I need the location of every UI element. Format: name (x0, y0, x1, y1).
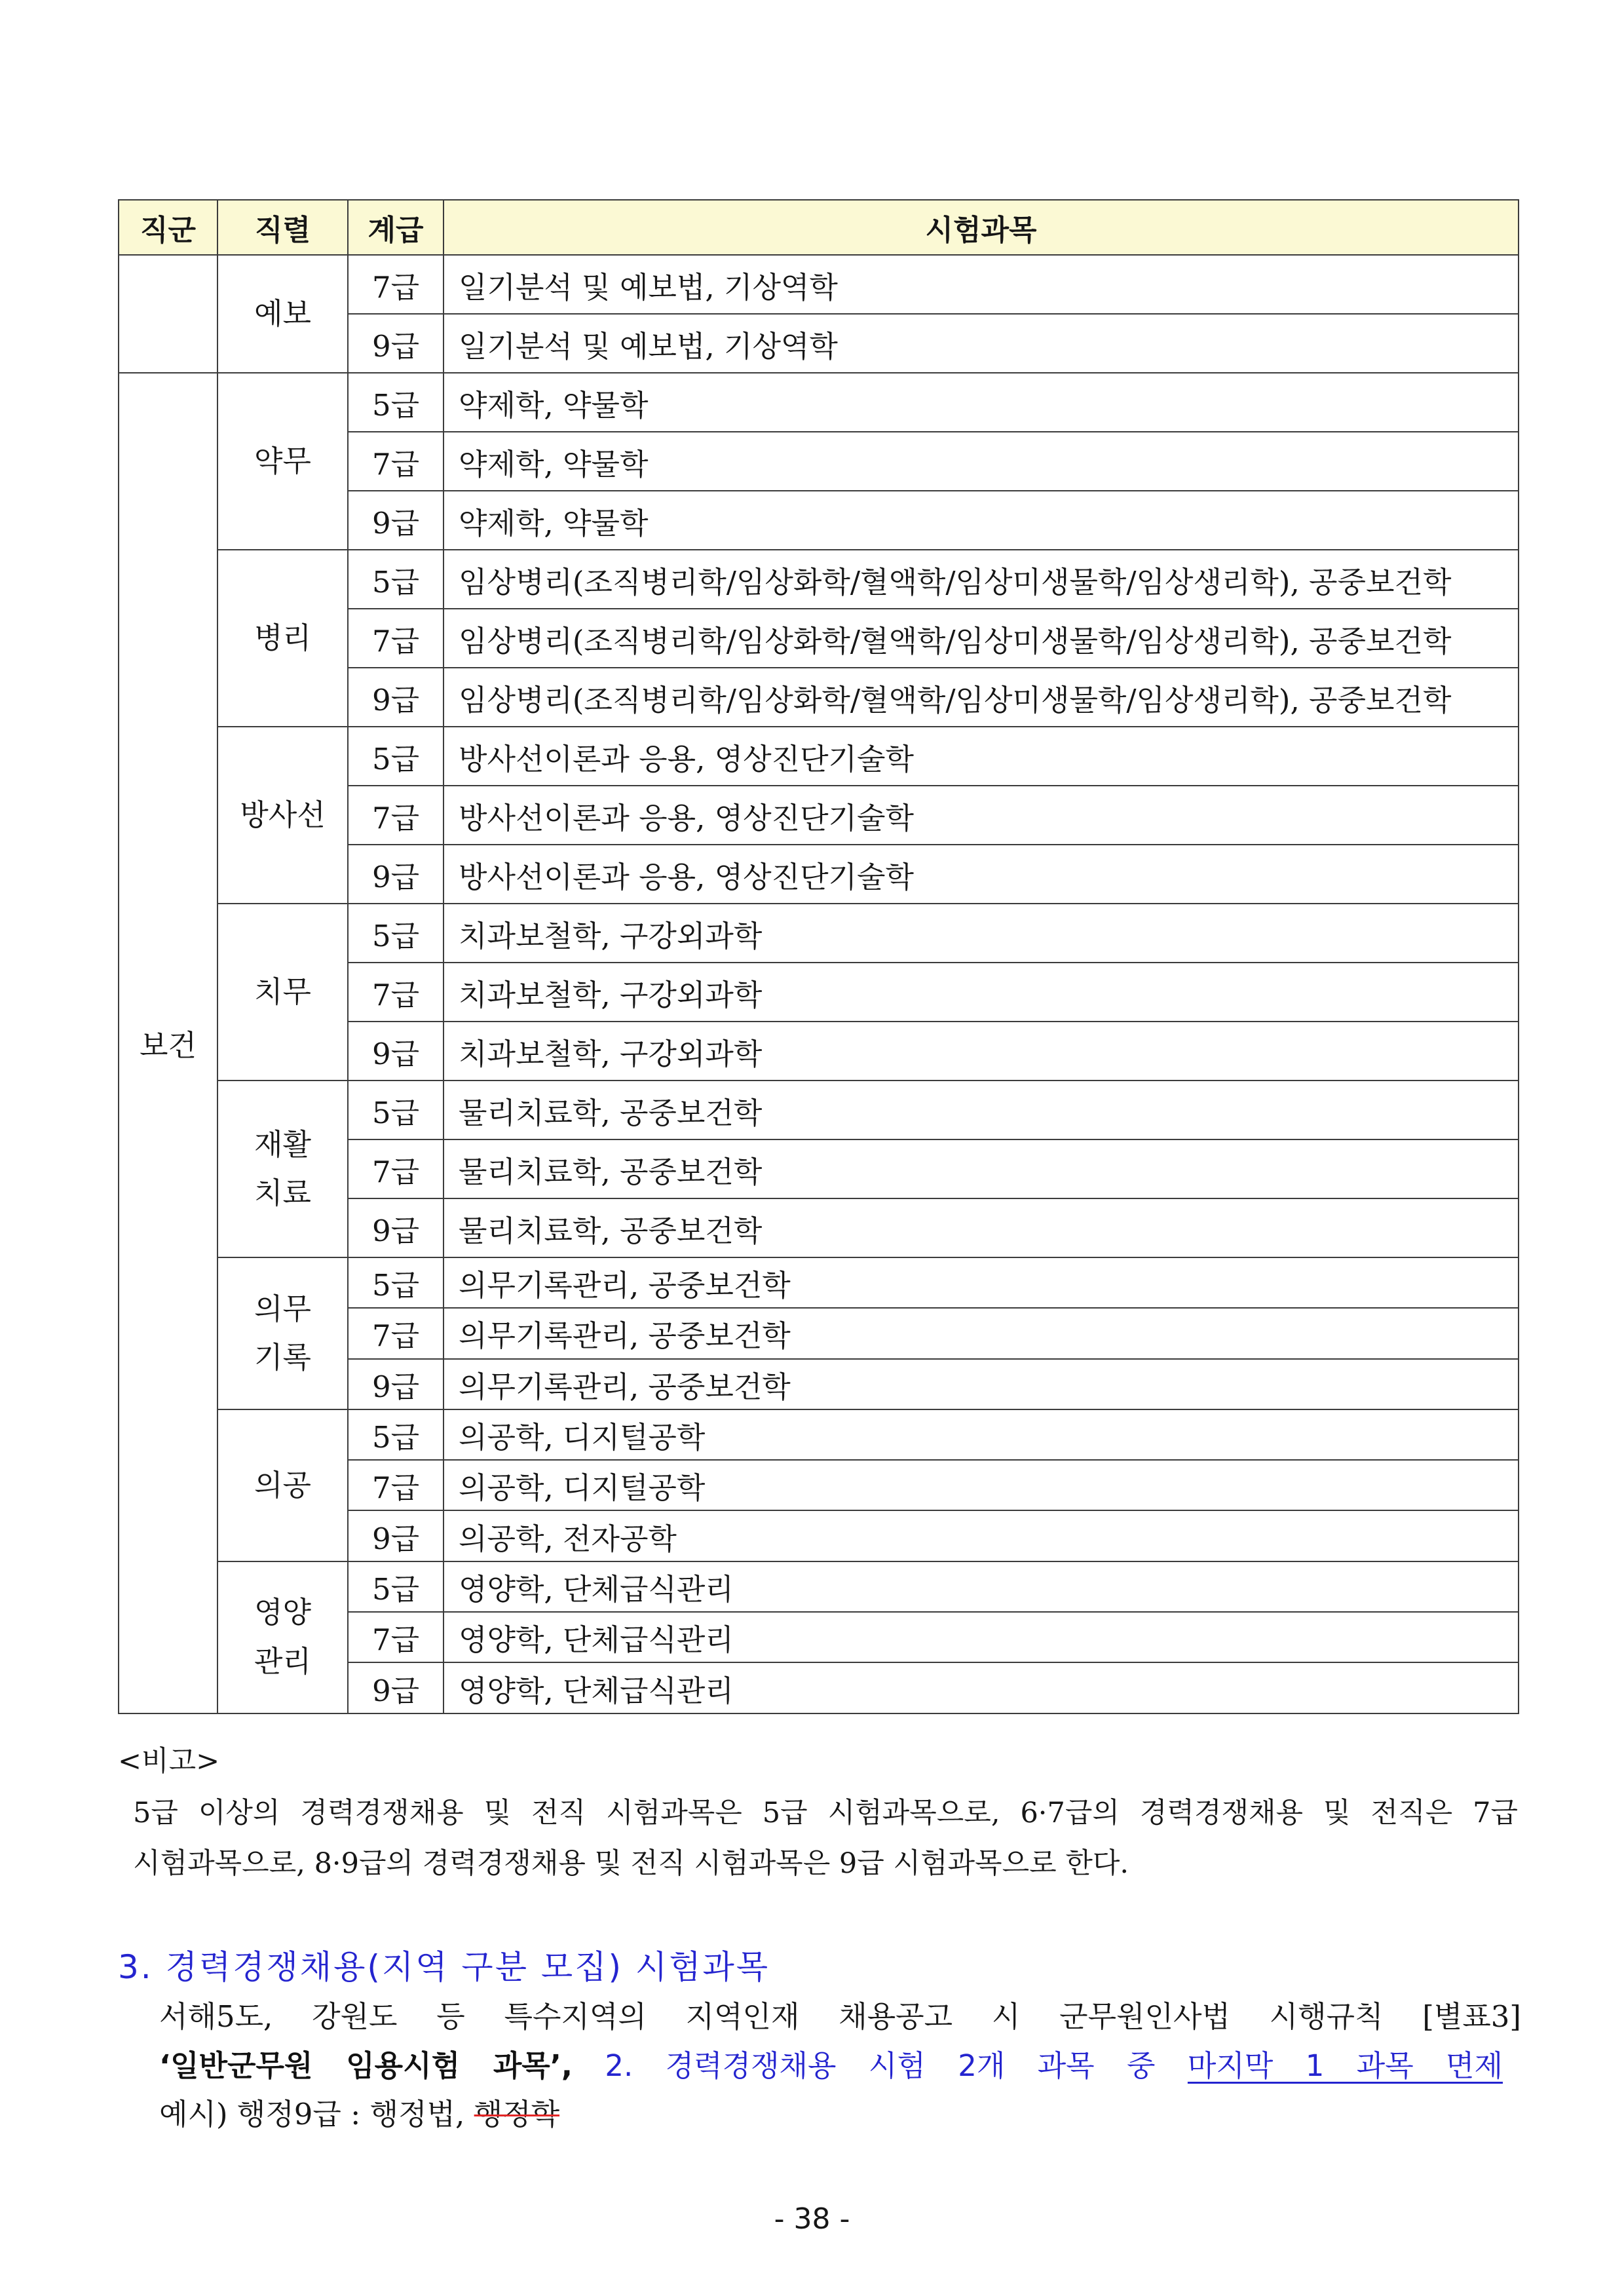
exam-subjects-cell: 임상병리(조직병리학/임상화학/혈액학/임상미생물학/임상생리학), 공중보건학 (444, 609, 1519, 668)
grade-cell: 7급 (348, 609, 444, 668)
grade-cell: 9급 (348, 314, 444, 373)
table-row (119, 1561, 1519, 1612)
job-series-cell (217, 1081, 348, 1257)
exam-subjects-cell: 방사선이론과 응용, 영상진단기술학 (444, 786, 1519, 845)
exam-subjects-cell: 약제학, 약물학 (444, 491, 1519, 550)
grade-cell: 7급 (348, 255, 444, 314)
exam-subjects-cell: 방사선이론과 응용, 영상진단기술학 (444, 727, 1519, 786)
table-header-exam-subjects: 시험과목 (444, 200, 1519, 255)
exam-subjects-cell: 의무기록관리, 공중보건학 (444, 1308, 1519, 1358)
grade-cell: 5급 (348, 1257, 444, 1308)
exam-subjects-cell: 임상병리(조직병리학/임상화학/혈액학/임상미생물학/임상생리학), 공중보건학 (444, 550, 1519, 609)
page-number: - 38 - (774, 2202, 850, 2236)
job-series-name: 치무 (254, 974, 311, 1009)
table-row (119, 1081, 1519, 1139)
grade-cell: 7급 (348, 1612, 444, 1662)
exam-subjects-cell: 영양학, 단체급식관리 (444, 1612, 1519, 1662)
exam-subjects-cell: 임상병리(조직병리학/임상화학/혈액학/임상미생물학/임상생리학), 공중보건학 (444, 668, 1519, 727)
grade-cell: 9급 (348, 1662, 444, 1713)
exam-subjects-cell: 방사선이론과 응용, 영상진단기술학 (444, 845, 1519, 904)
grade-cell: 9급 (348, 1359, 444, 1409)
table-header-row (119, 200, 1519, 255)
grade-cell: 5급 (348, 727, 444, 786)
grade-cell: 7급 (348, 1460, 444, 1510)
table-row (119, 904, 1519, 963)
job-series-cell (217, 1409, 348, 1561)
grade-cell: 9급 (348, 668, 444, 727)
grade-cell: 9급 (348, 491, 444, 550)
exam-subjects-cell: 물리치료학, 공중보건학 (444, 1139, 1519, 1198)
table-row (119, 255, 1519, 314)
table-header-grade: 계급 (348, 200, 444, 255)
note-line: 5급 이상의 경력경쟁채용 및 전직 시험과목은 5급 시험과목으로, 6·7급의 경력경쟁채용 및 전직은 7급 (133, 1797, 1518, 1829)
job-series-name: 방사선 (240, 797, 326, 832)
exam-subjects-cell: 의공학, 전자공학 (444, 1510, 1519, 1561)
exam-subjects-cell: 치과보철학, 구강외과학 (444, 963, 1519, 1022)
job-group-cell: 보건 (119, 373, 217, 1713)
job-series-name: 예보 (254, 296, 311, 331)
exam-subjects-cell: 일기분석 및 예보법, 기상역학 (444, 255, 1519, 314)
table-row (119, 1409, 1519, 1460)
table-header-job-group: 직군 (119, 200, 217, 255)
exam-subjects-cell: 영양학, 단체급식관리 (444, 1662, 1519, 1713)
job-series-cell (217, 1561, 348, 1713)
grade-cell: 7급 (348, 432, 444, 491)
job-series-name: 치료 (254, 1176, 311, 1210)
exemption-highlight: 마지막 1 과목 면제 (1187, 2048, 1503, 2083)
grade-cell: 7급 (348, 963, 444, 1022)
exam-subjects-cell: 의공학, 디지털공학 (444, 1409, 1519, 1460)
exam-subjects-cell: 물리치료학, 공중보건학 (444, 1198, 1519, 1257)
exam-subjects-cell: 의공학, 디지털공학 (444, 1460, 1519, 1510)
job-series-cell (217, 904, 348, 1081)
table-row (119, 1257, 1519, 1308)
exam-subjects-cell: 약제학, 약물학 (444, 432, 1519, 491)
struck-subject: 행정학 (474, 2097, 560, 2132)
table-row (119, 727, 1519, 786)
grade-cell: 9급 (348, 1022, 444, 1081)
section-body-line: 서해5도, 강원도 등 특수지역의 지역인재 채용공고 시 군무원인사법 시행규칙 [별표3] (159, 1999, 1521, 2034)
exam-subjects-cell: 약제학, 약물학 (444, 373, 1519, 432)
grade-cell: 7급 (348, 1139, 444, 1198)
grade-cell: 7급 (348, 1308, 444, 1358)
job-series-name: 병리 (254, 620, 311, 655)
job-series-name: 기록 (254, 1339, 311, 1375)
note-label: <비고> (118, 1745, 220, 1778)
exam-subjects-cell: 의무기록관리, 공중보건학 (444, 1257, 1519, 1308)
table-header-job-series: 직렬 (217, 200, 348, 255)
grade-cell: 5급 (348, 550, 444, 609)
grade-cell: 5급 (348, 373, 444, 432)
exam-subjects-cell: 치과보철학, 구강외과학 (444, 904, 1519, 963)
job-series-cell (217, 255, 348, 373)
example-line (159, 2092, 559, 2137)
job-series-name: 의무 (254, 1291, 311, 1326)
job-series-cell (217, 727, 348, 904)
job-series-name: 영양 (254, 1595, 311, 1630)
job-series-name: 약무 (254, 443, 311, 478)
grade-cell: 5급 (348, 1081, 444, 1139)
exam-subjects-cell: 의무기록관리, 공중보건학 (444, 1359, 1519, 1409)
grade-cell: 5급 (348, 1561, 444, 1612)
grade-cell: 7급 (348, 786, 444, 845)
section-body-line (159, 2043, 1503, 2089)
grade-cell: 9급 (348, 1510, 444, 1561)
job-series-cell (217, 550, 348, 727)
exam-subjects-cell: 치과보철학, 구강외과학 (444, 1022, 1519, 1081)
exam-subject-reference: ‘일반군무원 임용시험 과목’, (159, 2048, 573, 2083)
example-text: 예시) 행정9급 : 행정법, (159, 2097, 465, 2132)
exam-subjects-cell: 물리치료학, 공중보건학 (444, 1081, 1519, 1139)
section-heading: 3. 경력경쟁채용(지역 구분 모집) 시험과목 (118, 1948, 770, 1986)
grade-cell: 9급 (348, 845, 444, 904)
table-header (119, 200, 1519, 255)
exam-subjects-cell: 영양학, 단체급식관리 (444, 1561, 1519, 1612)
exam-subjects-cell: 일기분석 및 예보법, 기상역학 (444, 314, 1519, 373)
table-row (119, 373, 1519, 432)
note-line: 시험과목으로, 8·9급의 경력경쟁채용 및 전직 시험과목은 9급 시험과목으로 한다. (133, 1847, 1129, 1880)
grade-cell: 5급 (348, 1409, 444, 1460)
job-series-cell (217, 373, 348, 550)
exam-table-body (119, 255, 1519, 1713)
exemption-description: 2. 경력경쟁채용 시험 2개 과목 중 (605, 2048, 1156, 2083)
job-series-cell (217, 1257, 348, 1409)
grade-cell: 5급 (348, 904, 444, 963)
grade-cell: 9급 (348, 1198, 444, 1257)
job-series-name: 재활 (254, 1126, 311, 1162)
table-row (119, 550, 1519, 609)
exam-subjects-table (118, 199, 1519, 1714)
job-series-name: 의공 (254, 1467, 311, 1502)
job-series-name: 관리 (254, 1643, 311, 1679)
job-group-cell (119, 255, 217, 373)
